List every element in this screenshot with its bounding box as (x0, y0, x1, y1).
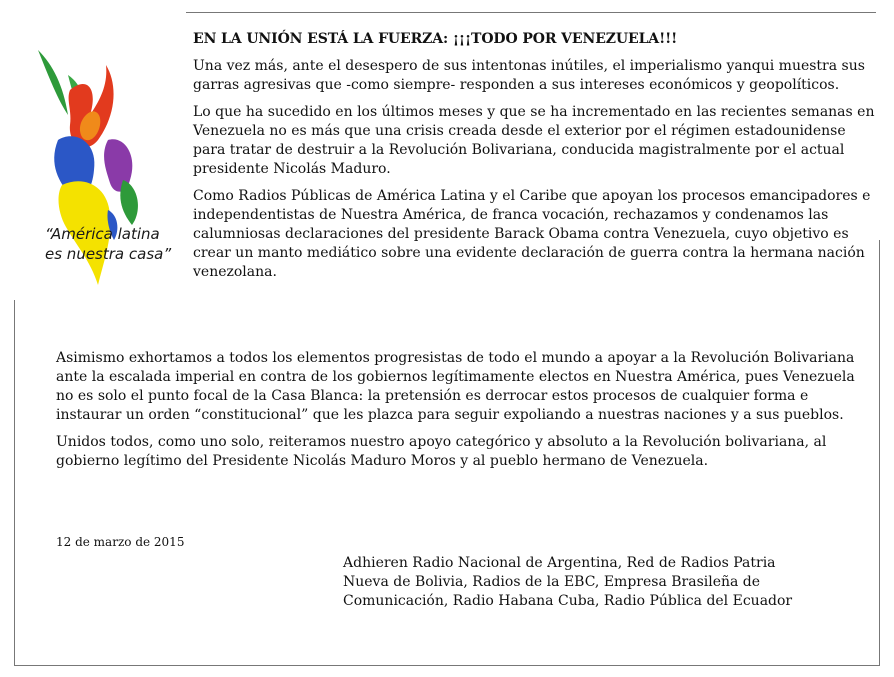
frame-mask (876, 12, 894, 240)
adhesion-line-2: Nueva de Bolivia, Radios de la EBC, Empresa Brasileña de (343, 574, 761, 590)
paragraph-top-1: Una vez más, ante el desespero de sus intentonas inútiles, el imperialismo yanqui muestra sus garras agresivas que -como siempre- responden a sus intereses económicos y geopolíticos. (193, 58, 865, 93)
logo-caption-line-2: es nuestra casa” (45, 245, 172, 263)
adhesion-signatories (343, 554, 843, 611)
document-heading: EN LA UNIÓN ESTÁ LA FUERZA: ¡¡¡TODO POR VENEZUELA!!! (193, 31, 678, 47)
paragraph-bottom-2: Unidos todos, como uno solo, reiteramos nuestro apoyo categórico y absoluto a la Revolución bolivariana, al gobierno legítimo del Presidente Nicolás Maduro Moros y al pueblo hermano de Venezuela. (56, 434, 827, 469)
top-text-block (193, 30, 878, 290)
adhesion-line-1: Adhieren Radio Nacional de Argentina, Red de Radios Patria (343, 555, 776, 571)
paragraph-bottom-1: Asimismo exhortamos a todos los elementos progresistas de todo el mundo a apoyar a la Revolución Bolivariana ante la escalada imperial en contra de los gobiernos legítimamente electos en Nuestra América, pues Venezuela no es solo el punto focal de la Casa Blanca: la pretensión es derrocar estos procesos de cualquier forma e instaurar un orden “constitucional” que les plazca para seguir expoliando a nuestras naciones y a sus pueblos. (56, 350, 855, 423)
bottom-text-block (56, 349, 871, 479)
document-date: 12 de marzo de 2015 (56, 535, 185, 549)
paragraph-top-3: Como Radios Públicas de América Latina y el Caribe que apoyan los procesos emancipadores e independentistas de Nuestra América, de franca vocación, rechazamos y condenamos las calumniosas declaraciones del presidente Barack Obama contra Venezuela, cuyo objetivo es crear un manto mediático sobre una evidente declaración de guerra contra la hermana nación venezolana. (193, 188, 871, 280)
logo-caption-line-1: “América latina (45, 225, 160, 243)
paragraph-top-2: Lo que ha sucedido en los últimos meses y que se ha incrementado en las recientes semanas en Venezuela no es más que una crisis creada desde el exterior por el régimen estadounidense para tratar de destruir a la Revolución Bolivariana, conducida magistralmente por el actual presidente Nicolás Maduro. (193, 104, 875, 177)
logo-green-stroke (38, 50, 68, 115)
logo-caption (45, 224, 195, 264)
adhesion-line-3: Comunicación, Radio Habana Cuba, Radio Pública del Ecuador (343, 593, 793, 609)
logo-green-figure (120, 180, 138, 225)
